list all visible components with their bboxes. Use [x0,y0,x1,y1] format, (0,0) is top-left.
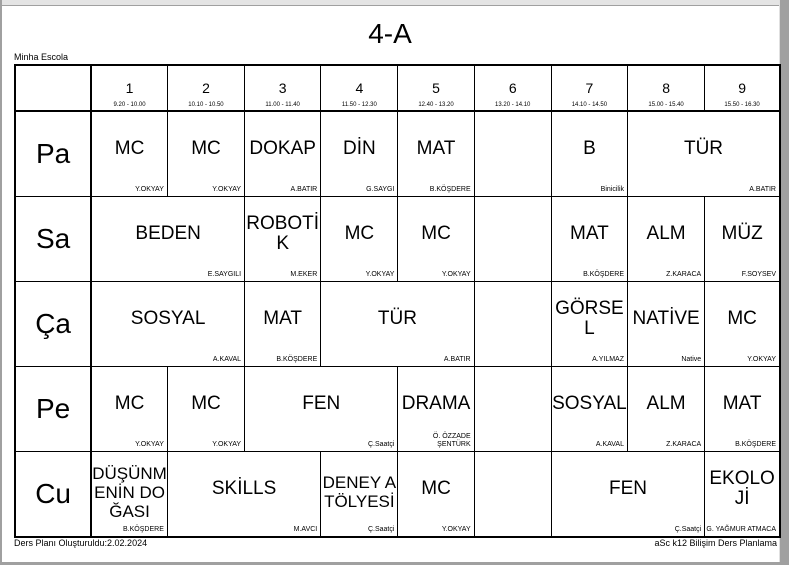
teacher: Ç.Saatçi [367,441,395,449]
lesson-cell [245,367,398,452]
lesson-cell [321,196,398,281]
period-number: 1 [125,80,134,96]
day-row [15,111,780,196]
lesson-cell [705,196,780,281]
lesson-cell [551,452,704,537]
teacher: A.BATIR [290,185,318,193]
period-time: 10.10 - 10.50 [188,102,224,108]
period-number: 8 [662,80,670,96]
lesson-cell [398,452,474,537]
period-header-row [15,65,780,111]
period-header [167,65,244,111]
subject: MAT [570,222,609,244]
period-time: 12.40 - 13.20 [418,102,454,108]
lesson-cell [91,452,167,537]
day-name: Pe [15,367,91,452]
subject: ALM [646,393,686,415]
subject: ALM [646,222,686,244]
subject: MC [421,222,451,244]
day-row [15,196,780,281]
teacher: Z.KARACA [666,270,702,278]
teacher: Y.OKYAY [212,185,242,193]
window-frame-top [0,0,789,6]
teacher: A.KAVAL [212,356,242,364]
subject: MC [344,222,375,244]
teacher: G. YAĞMUR ATMACA [706,526,776,533]
subject: DÜŞÜNMENİN DOĞASI [92,463,167,521]
period-header [321,65,398,111]
lesson-cell [167,452,320,537]
subject: FEN [609,478,647,500]
teacher: Binicilik [600,185,624,193]
lesson-cell [551,111,627,196]
teacher: B.KÖŞDERE [276,356,318,364]
lesson-cell [628,367,705,452]
subject: DENEY ATÖLYESİ [322,473,397,512]
empty-cell [474,367,551,452]
lesson-cell [705,452,780,537]
period-header [91,65,167,111]
period-time: 11.00 - 11.40 [265,102,300,108]
teacher: Native [681,356,702,364]
subject: MC [727,308,757,330]
lesson-cell [91,281,244,366]
teacher: Y.OKYAY [365,270,395,278]
subject: SOSYAL [130,308,206,330]
period-time: 14.10 - 14.50 [571,102,608,108]
lesson-cell [91,196,244,281]
subject: TÜR [683,137,724,159]
subject: MC [191,137,221,159]
teacher: B.KÖŞDERE [429,185,471,193]
teacher: Y.OKYAY [135,185,164,193]
period-number: 5 [432,80,440,96]
subject: FEN [302,393,341,415]
lesson-cell [628,111,781,196]
lesson-cell [167,367,244,452]
subject: MÜZ [721,222,763,244]
subject: MC [191,393,221,415]
subject: MC [421,478,451,500]
subject: SOSYAL [552,393,627,415]
period-number: 7 [585,80,594,96]
lesson-cell [245,196,321,281]
period-number: 2 [202,80,210,96]
lesson-cell [245,111,321,196]
lesson-cell [91,111,167,196]
lesson-cell [705,367,780,452]
period-time: 11.50 - 12.30 [341,102,377,108]
subject: SKİLLS [211,478,277,500]
teacher: M.AVCI [293,526,318,533]
subject: B [583,137,596,159]
period-number: 3 [278,80,287,96]
period-header [705,65,780,111]
teacher: Y.OKYAY [212,441,242,449]
teacher: Z.KARACA [666,441,702,449]
period-time: 9.20 - 10.00 [113,102,146,108]
subject: NATİVE [632,308,700,330]
subject: DİN [342,137,376,159]
subject: DRAMA [401,393,471,415]
lesson-cell [551,367,627,452]
period-time: 15.00 - 15.40 [648,102,684,108]
empty-cell [474,196,551,281]
day-name: Cu [15,452,91,537]
period-header [551,65,627,111]
empty-cell [474,452,551,537]
teacher: A.KAVAL [595,441,624,449]
subject: MAT [722,393,762,415]
day-row [15,452,780,537]
lesson-cell [245,281,321,366]
lesson-cell [321,452,398,537]
lesson-cell [551,196,627,281]
created-date: Ders Planı Oluşturuldu:2.02.2024 [14,538,148,548]
teacher: Y.OKYAY [747,356,776,364]
teacher: B.KÖŞDERE [583,270,624,278]
period-header [474,65,551,111]
period-number: 9 [738,80,746,96]
teacher: F.SOYSEV [741,270,776,278]
subject: ROBOTİK [246,212,320,254]
teacher: B.KÖŞDERE [123,526,164,533]
lesson-cell [167,111,244,196]
window-frame-left [0,0,2,565]
teacher: Ç.Saatçi [367,526,395,533]
corner-cell [15,65,91,111]
timetable [14,64,781,538]
teacher: Y.OKYAY [441,270,471,278]
lesson-cell [398,111,474,196]
subject: EKOLOJİ [709,468,775,510]
day-name: Pa [15,111,91,196]
subject: GÖRSEL [555,298,624,340]
subject: MAT [416,137,456,159]
lesson-cell [551,281,627,366]
period-header [398,65,474,111]
subject: DOKAP [249,137,316,159]
subject: MAT [263,308,302,330]
day-row [15,367,780,452]
subject: MC [114,393,145,415]
lesson-cell [628,196,705,281]
day-name: Ça [15,281,91,366]
lesson-cell [398,196,474,281]
subject: BEDEN [135,222,201,244]
period-time: 15.50 - 16.30 [724,102,760,108]
empty-cell [474,111,551,196]
lesson-cell [705,281,780,366]
period-header [628,65,705,111]
teacher: A.BATIR [749,185,776,193]
teacher: Ç.Saatçi [674,526,702,533]
teacher: M.EKER [290,270,318,278]
lesson-cell [398,367,474,452]
day-row [15,281,780,366]
lesson-cell [321,111,398,196]
school-name: Minha Escola [14,52,69,62]
period-time: 13.20 - 14.10 [495,102,531,108]
teacher: Y.OKYAY [135,441,164,449]
software-credit: aSc k12 Bilişim Ders Planlama [654,538,777,548]
lesson-cell [321,281,474,366]
teacher: E.SAYGILI [207,270,242,278]
subject: MC [114,137,145,159]
period-header [245,65,321,111]
lesson-cell [628,281,705,366]
period-number: 4 [355,80,364,96]
page-title: 4-A [368,18,412,49]
teacher: A.BATIR [443,356,471,364]
teacher: Ö. ÖZZADE ŞENTÜRK [432,433,471,449]
teacher: B.KÖŞDERE [735,441,776,449]
teacher: Y.OKYAY [441,526,471,533]
window-frame-right [780,0,789,565]
lesson-cell [91,367,167,452]
period-number: 6 [508,80,517,96]
empty-cell [474,281,551,366]
subject: TÜR [377,308,417,330]
teacher: G.SAYGI [366,185,395,193]
teacher: A.YILMAZ [592,356,624,364]
day-name: Sa [15,196,91,281]
